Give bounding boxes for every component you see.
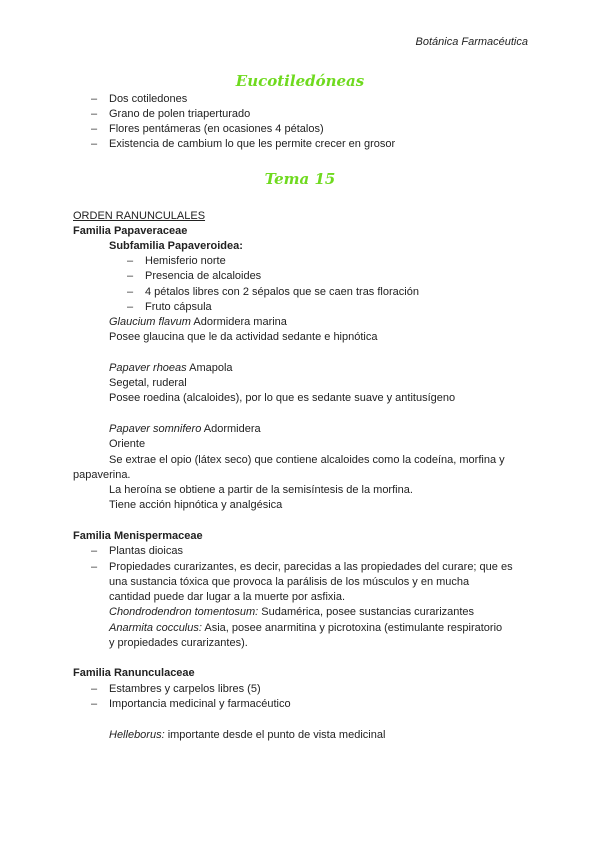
- family-heading-menispermaceae: Familia Menispermaceae: [73, 530, 203, 542]
- species-helleborus: [109, 729, 385, 741]
- species-rhoeas: [109, 362, 233, 374]
- species-description: Asia, posee anarmitina y picrotoxina (estimulante respiratorio: [201, 622, 503, 634]
- species-chondrodendron: [109, 606, 474, 618]
- list-item: – Estambres y carpelos libres (5): [109, 683, 261, 695]
- species-latin-name: Papaver rhoeas: [109, 362, 187, 374]
- list-item: – Dos cotiledones: [109, 93, 187, 105]
- species-description: papaverina.: [73, 469, 131, 481]
- family-heading-papaveraceae: Familia Papaveraceae: [73, 225, 188, 237]
- species-glaucium: [109, 316, 287, 328]
- list-item: – Existencia de cambium lo que les permite crecer en grosor: [109, 138, 395, 150]
- list-item: – 4 pétalos libres con 2 sépalos que se caen tras floración: [145, 286, 419, 298]
- document-header: Botánica Farmacéutica: [415, 36, 528, 48]
- species-description: Sudamérica, posee sustancias curarizantes: [258, 606, 475, 618]
- species-latin-name: Chondrodendron tomentosum:: [109, 606, 259, 618]
- species-latin-name: Glaucium flavum: [109, 316, 191, 328]
- species-latin-name: Papaver somnifero: [109, 423, 202, 435]
- list-item-continuation: una sustancia tóxica que provoca la parálisis de los músculos y en mucha: [109, 576, 470, 588]
- list-item: – Grano de polen triaperturado: [109, 108, 250, 120]
- list-item: – Plantas dioicas: [109, 545, 183, 557]
- species-common-name: Adormidera marina: [190, 316, 287, 328]
- species-common-name: Adormidera: [201, 423, 261, 435]
- species-description: y propiedades curarizantes).: [109, 637, 248, 649]
- species-description: Se extrae el opio (látex seco) que contiene alcaloides como la codeína, morfina y: [109, 454, 505, 466]
- species-somnifero: [109, 423, 261, 435]
- species-description: Posee roedina (alcaloides), por lo que es sedante suave y antitusígeno: [109, 392, 456, 404]
- species-anarmita: [109, 622, 502, 634]
- section-title-eucotiledoneas: Eucotiledóneas: [235, 72, 365, 90]
- species-description: La heroína se obtiene a partir de la semisíntesis de la morfina.: [109, 484, 413, 496]
- list-item: – Flores pentámeras (en ocasiones 4 pétalos): [109, 123, 324, 135]
- species-common-name: Amapola: [186, 362, 233, 374]
- order-heading: ORDEN RANUNCULALES: [73, 210, 206, 222]
- species-description: Oriente: [109, 438, 146, 450]
- species-description: Segetal, ruderal: [109, 377, 187, 389]
- list-item: – Hemisferio norte: [145, 255, 226, 267]
- subfamily-heading: Subfamilia Papaveroidea:: [109, 240, 243, 252]
- list-item: – Propiedades curarizantes, es decir, parecidas a las propiedades del curare; que es: [109, 561, 513, 573]
- species-description: Posee glaucina que le da actividad sedante e hipnótica: [109, 331, 378, 343]
- species-description: importante desde el punto de vista medicinal: [164, 729, 386, 741]
- species-latin-name: Helleborus:: [109, 729, 165, 741]
- list-item-continuation: cantidad puede dar lugar a la muerte por asfixia.: [109, 591, 346, 603]
- section-title-tema: Tema 15: [264, 170, 336, 188]
- family-heading-ranunculaceae: Familia Ranunculaceae: [73, 667, 195, 679]
- list-item: – Fruto cápsula: [145, 301, 212, 313]
- list-item: – Importancia medicinal y farmacéutico: [109, 698, 291, 710]
- species-latin-name: Anarmita cocculus:: [109, 622, 202, 634]
- species-description: Tiene acción hipnótica y analgésica: [109, 499, 283, 511]
- list-item: – Presencia de alcaloides: [145, 270, 261, 282]
